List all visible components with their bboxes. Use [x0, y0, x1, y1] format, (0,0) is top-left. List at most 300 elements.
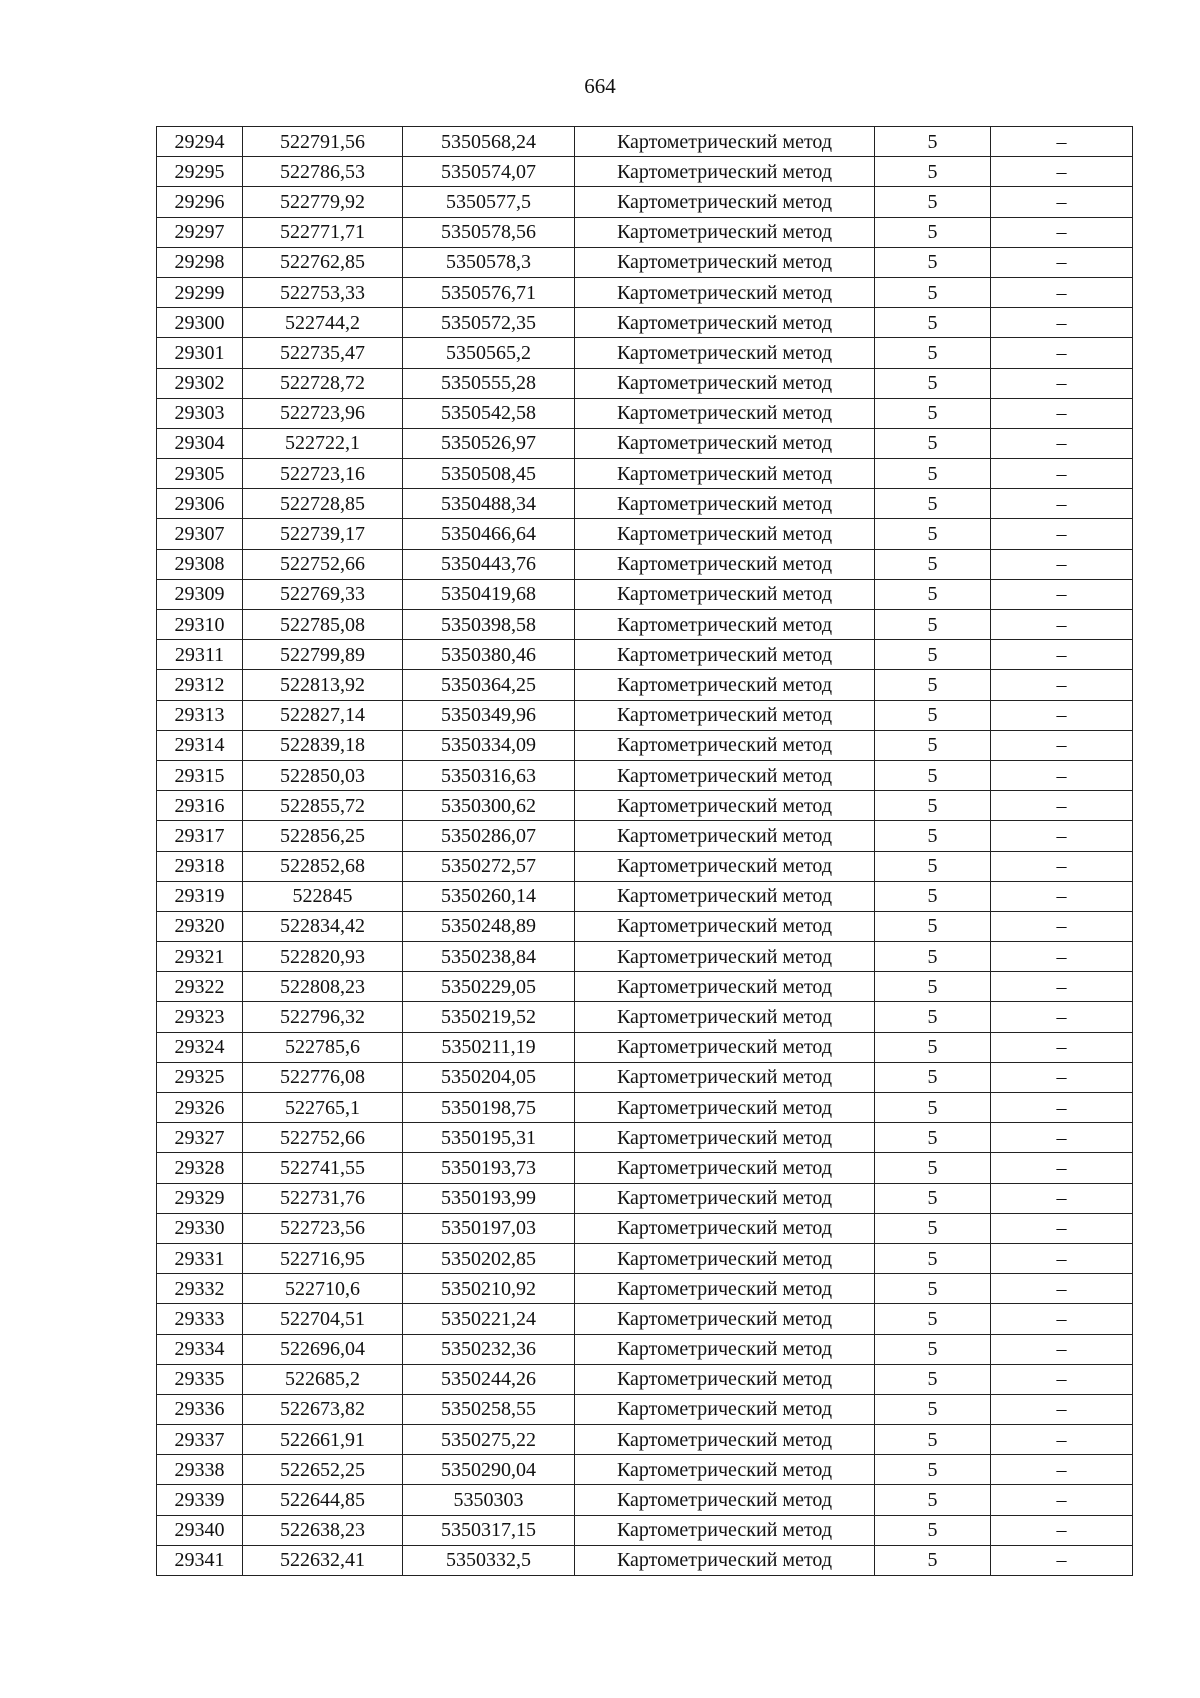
x-coordinate-cell: 522710,6 — [243, 1274, 403, 1304]
description-cell: – — [991, 942, 1133, 972]
x-coordinate-cell: 522834,42 — [243, 911, 403, 941]
x-coordinate-cell: 522753,33 — [243, 277, 403, 307]
x-coordinate-cell: 522752,66 — [243, 549, 403, 579]
y-coordinate-cell: 5350210,92 — [403, 1274, 575, 1304]
method-cell: Картометрический метод — [575, 127, 875, 157]
y-coordinate-cell: 5350555,28 — [403, 368, 575, 398]
description-cell: – — [991, 972, 1133, 1002]
point-number-cell: 29310 — [157, 610, 243, 640]
point-number-cell: 29339 — [157, 1485, 243, 1515]
method-cell: Картометрический метод — [575, 1485, 875, 1515]
point-number-cell: 29298 — [157, 247, 243, 277]
method-cell: Картометрический метод — [575, 1032, 875, 1062]
method-cell: Картометрический метод — [575, 277, 875, 307]
accuracy-cell: 5 — [875, 1153, 991, 1183]
method-cell: Картометрический метод — [575, 217, 875, 247]
point-number-cell: 29297 — [157, 217, 243, 247]
y-coordinate-cell: 5350577,5 — [403, 187, 575, 217]
point-number-cell: 29313 — [157, 700, 243, 730]
description-cell: – — [991, 1515, 1133, 1545]
y-coordinate-cell: 5350380,46 — [403, 640, 575, 670]
y-coordinate-cell: 5350508,45 — [403, 459, 575, 489]
description-cell: – — [991, 459, 1133, 489]
point-number-cell: 29329 — [157, 1183, 243, 1213]
x-coordinate-cell: 522638,23 — [243, 1515, 403, 1545]
method-cell: Картометрический метод — [575, 1334, 875, 1364]
x-coordinate-cell: 522820,93 — [243, 942, 403, 972]
y-coordinate-cell: 5350238,84 — [403, 942, 575, 972]
accuracy-cell: 5 — [875, 157, 991, 187]
coordinates-table-body — [157, 127, 1133, 1576]
table-row — [157, 1364, 1133, 1394]
x-coordinate-cell: 522762,85 — [243, 247, 403, 277]
accuracy-cell: 5 — [875, 519, 991, 549]
method-cell: Картометрический метод — [575, 338, 875, 368]
accuracy-cell: 5 — [875, 640, 991, 670]
y-coordinate-cell: 5350202,85 — [403, 1243, 575, 1273]
point-number-cell: 29328 — [157, 1153, 243, 1183]
point-number-cell: 29332 — [157, 1274, 243, 1304]
method-cell: Картометрический метод — [575, 972, 875, 1002]
point-number-cell: 29318 — [157, 851, 243, 881]
accuracy-cell: 5 — [875, 368, 991, 398]
y-coordinate-cell: 5350211,19 — [403, 1032, 575, 1062]
point-number-cell: 29315 — [157, 760, 243, 790]
table-row — [157, 730, 1133, 760]
table-row — [157, 579, 1133, 609]
y-coordinate-cell: 5350204,05 — [403, 1062, 575, 1092]
description-cell: – — [991, 640, 1133, 670]
x-coordinate-cell: 522791,56 — [243, 127, 403, 157]
accuracy-cell: 5 — [875, 1515, 991, 1545]
description-cell: – — [991, 519, 1133, 549]
point-number-cell: 29330 — [157, 1213, 243, 1243]
method-cell: Картометрический метод — [575, 1455, 875, 1485]
point-number-cell: 29296 — [157, 187, 243, 217]
accuracy-cell: 5 — [875, 277, 991, 307]
method-cell: Картометрический метод — [575, 398, 875, 428]
description-cell: – — [991, 911, 1133, 941]
method-cell: Картометрический метод — [575, 247, 875, 277]
accuracy-cell: 5 — [875, 911, 991, 941]
method-cell: Картометрический метод — [575, 1093, 875, 1123]
description-cell: – — [991, 549, 1133, 579]
description-cell: – — [991, 338, 1133, 368]
point-number-cell: 29334 — [157, 1334, 243, 1364]
x-coordinate-cell: 522813,92 — [243, 670, 403, 700]
description-cell: – — [991, 1394, 1133, 1424]
method-cell: Картометрический метод — [575, 1002, 875, 1032]
table-row — [157, 1334, 1133, 1364]
y-coordinate-cell: 5350290,04 — [403, 1455, 575, 1485]
description-cell: – — [991, 730, 1133, 760]
table-row — [157, 851, 1133, 881]
point-number-cell: 29338 — [157, 1455, 243, 1485]
method-cell: Картометрический метод — [575, 1304, 875, 1334]
y-coordinate-cell: 5350232,36 — [403, 1334, 575, 1364]
table-row — [157, 1123, 1133, 1153]
x-coordinate-cell: 522776,08 — [243, 1062, 403, 1092]
accuracy-cell: 5 — [875, 1394, 991, 1424]
description-cell: – — [991, 217, 1133, 247]
method-cell: Картометрический метод — [575, 881, 875, 911]
table-row — [157, 1394, 1133, 1424]
x-coordinate-cell: 522850,03 — [243, 760, 403, 790]
accuracy-cell: 5 — [875, 398, 991, 428]
point-number-cell: 29340 — [157, 1515, 243, 1545]
accuracy-cell: 5 — [875, 579, 991, 609]
y-coordinate-cell: 5350572,35 — [403, 308, 575, 338]
table-row — [157, 760, 1133, 790]
table-row — [157, 398, 1133, 428]
x-coordinate-cell: 522741,55 — [243, 1153, 403, 1183]
table-row — [157, 338, 1133, 368]
x-coordinate-cell: 522716,95 — [243, 1243, 403, 1273]
y-coordinate-cell: 5350300,62 — [403, 791, 575, 821]
table-row — [157, 247, 1133, 277]
table-row — [157, 127, 1133, 157]
point-number-cell: 29306 — [157, 489, 243, 519]
table-row — [157, 972, 1133, 1002]
x-coordinate-cell: 522765,1 — [243, 1093, 403, 1123]
accuracy-cell: 5 — [875, 1213, 991, 1243]
description-cell: – — [991, 1032, 1133, 1062]
x-coordinate-cell: 522731,76 — [243, 1183, 403, 1213]
y-coordinate-cell: 5350419,68 — [403, 579, 575, 609]
accuracy-cell: 5 — [875, 881, 991, 911]
accuracy-cell: 5 — [875, 972, 991, 1002]
accuracy-cell: 5 — [875, 127, 991, 157]
table-row — [157, 1485, 1133, 1515]
description-cell: – — [991, 1304, 1133, 1334]
description-cell: – — [991, 247, 1133, 277]
description-cell: – — [991, 1093, 1133, 1123]
accuracy-cell: 5 — [875, 459, 991, 489]
y-coordinate-cell: 5350317,15 — [403, 1515, 575, 1545]
x-coordinate-cell: 522827,14 — [243, 700, 403, 730]
accuracy-cell: 5 — [875, 1364, 991, 1394]
y-coordinate-cell: 5350526,97 — [403, 428, 575, 458]
description-cell: – — [991, 851, 1133, 881]
method-cell: Картометрический метод — [575, 489, 875, 519]
y-coordinate-cell: 5350221,24 — [403, 1304, 575, 1334]
y-coordinate-cell: 5350258,55 — [403, 1394, 575, 1424]
table-row — [157, 549, 1133, 579]
y-coordinate-cell: 5350316,63 — [403, 760, 575, 790]
method-cell: Картометрический метод — [575, 1243, 875, 1273]
x-coordinate-cell: 522845 — [243, 881, 403, 911]
description-cell: – — [991, 308, 1133, 338]
table-row — [157, 1545, 1133, 1575]
accuracy-cell: 5 — [875, 308, 991, 338]
accuracy-cell: 5 — [875, 760, 991, 790]
table-row — [157, 187, 1133, 217]
point-number-cell: 29314 — [157, 730, 243, 760]
table-row — [157, 1002, 1133, 1032]
y-coordinate-cell: 5350349,96 — [403, 700, 575, 730]
point-number-cell: 29320 — [157, 911, 243, 941]
table-row — [157, 1153, 1133, 1183]
method-cell: Картометрический метод — [575, 549, 875, 579]
accuracy-cell: 5 — [875, 1304, 991, 1334]
y-coordinate-cell: 5350198,75 — [403, 1093, 575, 1123]
x-coordinate-cell: 522644,85 — [243, 1485, 403, 1515]
accuracy-cell: 5 — [875, 942, 991, 972]
description-cell: – — [991, 127, 1133, 157]
method-cell: Картометрический метод — [575, 851, 875, 881]
table-row — [157, 519, 1133, 549]
point-number-cell: 29316 — [157, 791, 243, 821]
description-cell: – — [991, 1002, 1133, 1032]
x-coordinate-cell: 522785,6 — [243, 1032, 403, 1062]
method-cell: Картометрический метод — [575, 1153, 875, 1183]
table-row — [157, 217, 1133, 247]
description-cell: – — [991, 791, 1133, 821]
method-cell: Картометрический метод — [575, 1364, 875, 1394]
y-coordinate-cell: 5350578,56 — [403, 217, 575, 247]
point-number-cell: 29294 — [157, 127, 243, 157]
table-row — [157, 1455, 1133, 1485]
table-row — [157, 1032, 1133, 1062]
x-coordinate-cell: 522735,47 — [243, 338, 403, 368]
y-coordinate-cell: 5350219,52 — [403, 1002, 575, 1032]
table-row — [157, 157, 1133, 187]
method-cell: Картометрический метод — [575, 1062, 875, 1092]
x-coordinate-cell: 522728,85 — [243, 489, 403, 519]
y-coordinate-cell: 5350272,57 — [403, 851, 575, 881]
x-coordinate-cell: 522855,72 — [243, 791, 403, 821]
accuracy-cell: 5 — [875, 1123, 991, 1153]
accuracy-cell: 5 — [875, 1183, 991, 1213]
accuracy-cell: 5 — [875, 1002, 991, 1032]
description-cell: – — [991, 368, 1133, 398]
description-cell: – — [991, 1153, 1133, 1183]
method-cell: Картометрический метод — [575, 1213, 875, 1243]
accuracy-cell: 5 — [875, 1243, 991, 1273]
method-cell: Картометрический метод — [575, 1394, 875, 1424]
table-row — [157, 459, 1133, 489]
method-cell: Картометрический метод — [575, 670, 875, 700]
description-cell: – — [991, 1545, 1133, 1575]
method-cell: Картометрический метод — [575, 1515, 875, 1545]
accuracy-cell: 5 — [875, 1093, 991, 1123]
point-number-cell: 29325 — [157, 1062, 243, 1092]
y-coordinate-cell: 5350576,71 — [403, 277, 575, 307]
method-cell: Картометрический метод — [575, 1545, 875, 1575]
point-number-cell: 29331 — [157, 1243, 243, 1273]
table-row — [157, 1274, 1133, 1304]
description-cell: – — [991, 610, 1133, 640]
x-coordinate-cell: 522673,82 — [243, 1394, 403, 1424]
description-cell: – — [991, 1485, 1133, 1515]
x-coordinate-cell: 522696,04 — [243, 1334, 403, 1364]
table-row — [157, 1425, 1133, 1455]
y-coordinate-cell: 5350275,22 — [403, 1425, 575, 1455]
description-cell: – — [991, 398, 1133, 428]
x-coordinate-cell: 522852,68 — [243, 851, 403, 881]
method-cell: Картометрический метод — [575, 579, 875, 609]
accuracy-cell: 5 — [875, 187, 991, 217]
method-cell: Картометрический метод — [575, 760, 875, 790]
description-cell: – — [991, 1123, 1133, 1153]
table-row — [157, 489, 1133, 519]
method-cell: Картометрический метод — [575, 791, 875, 821]
method-cell: Картометрический метод — [575, 942, 875, 972]
table-row — [157, 942, 1133, 972]
accuracy-cell: 5 — [875, 1545, 991, 1575]
y-coordinate-cell: 5350398,58 — [403, 610, 575, 640]
x-coordinate-cell: 522723,96 — [243, 398, 403, 428]
point-number-cell: 29311 — [157, 640, 243, 670]
y-coordinate-cell: 5350542,58 — [403, 398, 575, 428]
description-cell: – — [991, 1455, 1133, 1485]
description-cell: – — [991, 157, 1133, 187]
y-coordinate-cell: 5350332,5 — [403, 1545, 575, 1575]
point-number-cell: 29307 — [157, 519, 243, 549]
description-cell: – — [991, 489, 1133, 519]
y-coordinate-cell: 5350578,3 — [403, 247, 575, 277]
method-cell: Картометрический метод — [575, 640, 875, 670]
accuracy-cell: 5 — [875, 821, 991, 851]
y-coordinate-cell: 5350193,99 — [403, 1183, 575, 1213]
accuracy-cell: 5 — [875, 700, 991, 730]
point-number-cell: 29301 — [157, 338, 243, 368]
point-number-cell: 29317 — [157, 821, 243, 851]
table-row — [157, 911, 1133, 941]
accuracy-cell: 5 — [875, 428, 991, 458]
point-number-cell: 29300 — [157, 308, 243, 338]
method-cell: Картометрический метод — [575, 428, 875, 458]
accuracy-cell: 5 — [875, 851, 991, 881]
x-coordinate-cell: 522839,18 — [243, 730, 403, 760]
accuracy-cell: 5 — [875, 1334, 991, 1364]
y-coordinate-cell: 5350574,07 — [403, 157, 575, 187]
point-number-cell: 29322 — [157, 972, 243, 1002]
x-coordinate-cell: 522723,56 — [243, 1213, 403, 1243]
point-number-cell: 29336 — [157, 1394, 243, 1424]
x-coordinate-cell: 522799,89 — [243, 640, 403, 670]
accuracy-cell: 5 — [875, 247, 991, 277]
x-coordinate-cell: 522661,91 — [243, 1425, 403, 1455]
method-cell: Картометрический метод — [575, 730, 875, 760]
y-coordinate-cell: 5350488,34 — [403, 489, 575, 519]
table-row — [157, 428, 1133, 458]
method-cell: Картометрический метод — [575, 700, 875, 730]
table-row — [157, 368, 1133, 398]
point-number-cell: 29341 — [157, 1545, 243, 1575]
x-coordinate-cell: 522856,25 — [243, 821, 403, 851]
method-cell: Картометрический метод — [575, 187, 875, 217]
method-cell: Картометрический метод — [575, 1123, 875, 1153]
x-coordinate-cell: 522779,92 — [243, 187, 403, 217]
x-coordinate-cell: 522704,51 — [243, 1304, 403, 1334]
y-coordinate-cell: 5350466,64 — [403, 519, 575, 549]
y-coordinate-cell: 5350195,31 — [403, 1123, 575, 1153]
description-cell: – — [991, 670, 1133, 700]
y-coordinate-cell: 5350443,76 — [403, 549, 575, 579]
table-row — [157, 1062, 1133, 1092]
table-row — [157, 1515, 1133, 1545]
y-coordinate-cell: 5350248,89 — [403, 911, 575, 941]
description-cell: – — [991, 700, 1133, 730]
point-number-cell: 29299 — [157, 277, 243, 307]
page-number: 664 — [584, 74, 616, 98]
point-number-cell: 29335 — [157, 1364, 243, 1394]
accuracy-cell: 5 — [875, 1032, 991, 1062]
description-cell: – — [991, 1425, 1133, 1455]
method-cell: Картометрический метод — [575, 1183, 875, 1213]
table-row — [157, 308, 1133, 338]
description-cell: – — [991, 1062, 1133, 1092]
x-coordinate-cell: 522771,71 — [243, 217, 403, 247]
accuracy-cell: 5 — [875, 338, 991, 368]
description-cell: – — [991, 1243, 1133, 1273]
accuracy-cell: 5 — [875, 489, 991, 519]
accuracy-cell: 5 — [875, 1485, 991, 1515]
x-coordinate-cell: 522728,72 — [243, 368, 403, 398]
point-number-cell: 29321 — [157, 942, 243, 972]
y-coordinate-cell: 5350260,14 — [403, 881, 575, 911]
point-number-cell: 29308 — [157, 549, 243, 579]
x-coordinate-cell: 522786,53 — [243, 157, 403, 187]
method-cell: Картометрический метод — [575, 821, 875, 851]
table-row — [157, 610, 1133, 640]
description-cell: – — [991, 1213, 1133, 1243]
method-cell: Картометрический метод — [575, 519, 875, 549]
y-coordinate-cell: 5350197,03 — [403, 1213, 575, 1243]
method-cell: Картометрический метод — [575, 1274, 875, 1304]
x-coordinate-cell: 522652,25 — [243, 1455, 403, 1485]
method-cell: Картометрический метод — [575, 1425, 875, 1455]
point-number-cell: 29305 — [157, 459, 243, 489]
description-cell: – — [991, 821, 1133, 851]
accuracy-cell: 5 — [875, 1062, 991, 1092]
table-row — [157, 1243, 1133, 1273]
y-coordinate-cell: 5350568,24 — [403, 127, 575, 157]
description-cell: – — [991, 760, 1133, 790]
y-coordinate-cell: 5350229,05 — [403, 972, 575, 1002]
description-cell: – — [991, 1274, 1133, 1304]
accuracy-cell: 5 — [875, 1455, 991, 1485]
description-cell: – — [991, 579, 1133, 609]
point-number-cell: 29312 — [157, 670, 243, 700]
x-coordinate-cell: 522685,2 — [243, 1364, 403, 1394]
table-row — [157, 700, 1133, 730]
coordinates-table — [156, 126, 1133, 1576]
method-cell: Картометрический метод — [575, 610, 875, 640]
description-cell: – — [991, 1183, 1133, 1213]
point-number-cell: 29304 — [157, 428, 243, 458]
x-coordinate-cell: 522744,2 — [243, 308, 403, 338]
point-number-cell: 29326 — [157, 1093, 243, 1123]
table-row — [157, 881, 1133, 911]
table-row — [157, 791, 1133, 821]
point-number-cell: 29323 — [157, 1002, 243, 1032]
method-cell: Картометрический метод — [575, 308, 875, 338]
y-coordinate-cell: 5350565,2 — [403, 338, 575, 368]
method-cell: Картометрический метод — [575, 459, 875, 489]
description-cell: – — [991, 428, 1133, 458]
description-cell: – — [991, 881, 1133, 911]
accuracy-cell: 5 — [875, 791, 991, 821]
point-number-cell: 29302 — [157, 368, 243, 398]
x-coordinate-cell: 522769,33 — [243, 579, 403, 609]
x-coordinate-cell: 522796,32 — [243, 1002, 403, 1032]
description-cell: – — [991, 1364, 1133, 1394]
y-coordinate-cell: 5350193,73 — [403, 1153, 575, 1183]
table-row — [157, 1213, 1133, 1243]
accuracy-cell: 5 — [875, 1425, 991, 1455]
